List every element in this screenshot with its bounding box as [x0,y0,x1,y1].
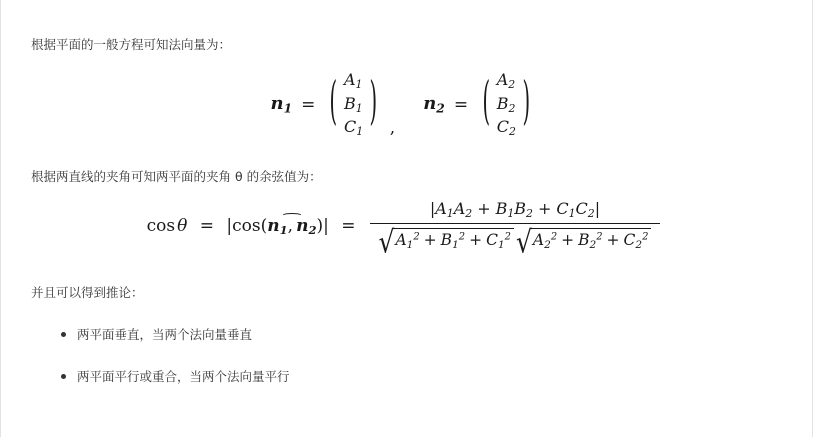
inner-n2: n2 [296,216,317,238]
paragraph-conclusion-lead: 并且可以得到推论： [31,285,144,301]
component-c2: $C_2$ [496,117,516,139]
document-content [1,0,812,387]
den1-plus1: + [423,231,437,250]
radicand-2 [531,228,652,252]
vector-n2-label: n2 [423,93,445,116]
inner-comma: , [287,216,294,237]
component-a2: $A_2$ [496,70,516,92]
abs-close: | [323,216,329,237]
den2-term3: $C_2^2$ [623,231,649,252]
cos-label: cos [146,216,176,237]
cos-equals-2: = [341,216,356,237]
component-a1: $A_1$ [343,70,363,92]
left-paren-n2: ( [482,72,491,134]
den2-term2: $B_2^2$ [578,231,603,252]
den1-term3: $C_1^2$ [486,231,511,252]
den2-term1: $A_2^2$ [532,231,558,252]
vector-n2 [423,69,536,140]
cos-inner-open: cos( [232,216,268,237]
conclusion-list [31,325,776,387]
widehat-icon: ⌢ [280,206,303,222]
num-plus2: + [537,199,552,219]
num-term2: $B_1B_2$ [495,199,533,221]
den2-plus2: + [606,231,620,250]
equation-cos-theta [31,199,776,261]
fraction-numerator [422,199,608,223]
num-plus1: + [477,199,491,219]
sqrt-first [378,224,514,261]
den1-plus2: + [469,231,483,250]
list-item: 两平面平行或重合，当两个法向量平行 [77,367,776,387]
right-paren-n2: ) [522,72,531,134]
component-b1: $B_1$ [343,93,363,115]
paragraph-cos-angle-intro: 根据两直线的夹角可知两平面的夹角 θ 的余弦值为： [31,169,322,185]
radical-sign-1: √ [378,224,395,261]
den1-term2: $B_1^2$ [440,231,466,252]
cos-equation-row [146,199,661,261]
num-bar-close: | [594,199,601,219]
num-bar-open: | [429,199,436,219]
equation-normal-vectors [31,69,776,140]
fraction-denominator [370,224,661,261]
vector-n2-components [497,69,516,140]
vector-n2-equals: = [453,94,469,115]
component-c1: $C_1$ [343,117,364,139]
radical-sign-2: √ [515,224,532,261]
vector-n1-label: n1 [270,93,293,116]
cos-fraction [370,199,661,261]
abs-open: | [226,216,233,237]
cos-equals-1: = [199,216,214,237]
vector-n1-equals: = [301,94,316,115]
paragraph-normal-vectors-intro: 根据平面的一般方程可知法向量为： [31,37,232,52]
vector-n1 [270,69,383,140]
right-paren-n1: ) [369,72,378,134]
den2-plus1: + [561,231,575,250]
num-term3: $C_1C_2$ [556,199,595,221]
vector-n1-components [344,69,363,140]
num-term1: $A_1A_2$ [435,199,473,221]
den1-term1: $A_1^2$ [395,231,420,252]
equation-separator: , [389,118,396,139]
cos-inner-close: ) [316,216,324,237]
angle-hat-group [267,206,317,238]
component-b2: $B_2$ [496,93,516,115]
radicand-1 [393,228,514,252]
cos-theta-lhs [146,206,363,238]
left-paren-n1: ( [329,72,338,134]
list-item: 两平面垂直，当两个法向量垂直 [77,325,776,345]
sqrt-second [515,224,651,261]
theta-symbol: θ [177,216,188,237]
inner-n1: n1 [267,216,288,238]
